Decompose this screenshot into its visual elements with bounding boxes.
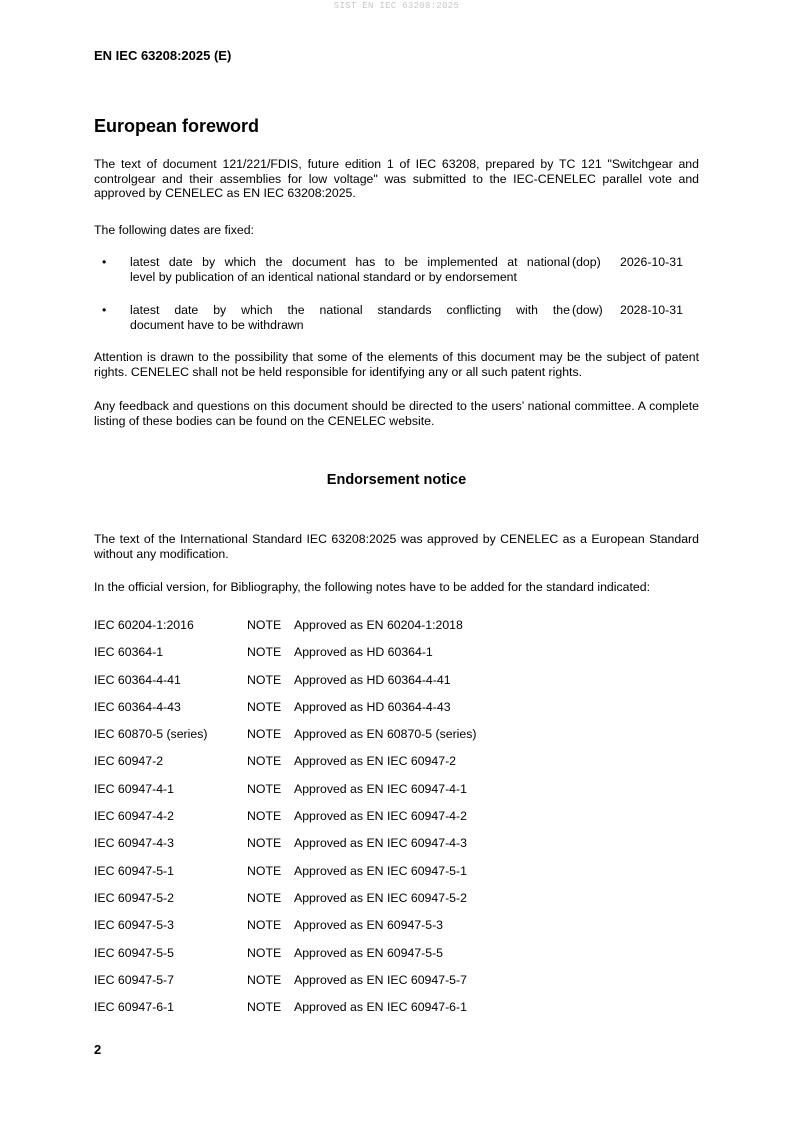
note-label: NOTE bbox=[247, 754, 282, 769]
approval-text: Approved as EN 60870-5 (series) bbox=[294, 727, 477, 742]
note-label: NOTE bbox=[247, 945, 282, 960]
date-item-description bbox=[130, 303, 570, 332]
date-item-line-2: level by publication of an identical national standard or by endorsement bbox=[130, 269, 517, 284]
reference-standard: IEC 60364-4-43 bbox=[94, 699, 181, 714]
approval-text: Approved as EN IEC 60947-5-7 bbox=[294, 972, 467, 987]
table-row bbox=[94, 994, 699, 1021]
table-row bbox=[94, 803, 699, 830]
reference-standard: IEC 60947-5-3 bbox=[94, 918, 174, 933]
approval-text: Approved as EN IEC 60947-4-3 bbox=[294, 836, 467, 851]
table-row bbox=[94, 776, 699, 803]
table-row bbox=[94, 940, 699, 967]
reference-standard: IEC 60947-6-1 bbox=[94, 1000, 174, 1015]
table-row bbox=[94, 912, 699, 939]
foreword-title: European foreword bbox=[94, 116, 260, 136]
approval-text: Approved as EN IEC 60947-4-1 bbox=[294, 781, 467, 796]
table-row bbox=[94, 639, 699, 666]
note-label: NOTE bbox=[247, 1000, 282, 1015]
foreword-intro: The text of document 121/221/FDIS, future edition 1 of IEC 63208, prepared by TC 121 "Switchgear and controlgear and their assemblies for low voltage" was submitted to the IEC-CENELEC parallel vote and approved by CENELEC as EN IEC 63208:2025. bbox=[94, 157, 699, 200]
bullet-marker: • bbox=[102, 303, 107, 317]
reference-standard: IEC 60947-4-1 bbox=[94, 781, 174, 796]
table-row bbox=[94, 967, 699, 994]
note-label: NOTE bbox=[247, 972, 282, 987]
table-row bbox=[94, 694, 699, 721]
dates-lead: The following dates are fixed: bbox=[94, 223, 254, 237]
reference-standard: IEC 60947-4-3 bbox=[94, 836, 174, 851]
patent-notice: Attention is drawn to the possibility that some of the elements of this document may be the subject of patent rights. CENELEC shall not be held responsible for identifying any or all such patent rights. bbox=[94, 350, 699, 379]
page-number: 2 bbox=[94, 1042, 102, 1057]
reference-standard: IEC 60364-1 bbox=[94, 645, 164, 660]
date-item-code: (dop) bbox=[572, 255, 601, 269]
approval-text: Approved as EN 60204-1:2018 bbox=[294, 618, 463, 632]
reference-standard: IEC 60947-5-1 bbox=[94, 863, 174, 878]
note-label: NOTE bbox=[247, 699, 282, 714]
table-row bbox=[94, 858, 699, 885]
approval-text: Approved as EN IEC 60947-2 bbox=[294, 754, 457, 769]
bibliography-notes-table bbox=[94, 612, 699, 1021]
approval-text: Approved as HD 60364-1 bbox=[294, 645, 433, 660]
note-label: NOTE bbox=[247, 890, 282, 905]
table-row bbox=[94, 830, 699, 857]
approval-text: Approved as HD 60364-4-41 bbox=[294, 672, 451, 687]
date-item-date: 2026-10-31 bbox=[620, 255, 683, 269]
date-item-code: (dow) bbox=[572, 303, 603, 317]
approval-text: Approved as EN IEC 60947-6-1 bbox=[294, 1000, 467, 1015]
note-label: NOTE bbox=[247, 836, 282, 851]
reference-standard: IEC 60947-5-2 bbox=[94, 890, 174, 905]
date-item-line-1: latest date by which the document has to be implemented at national bbox=[130, 255, 570, 269]
reference-standard: IEC 60947-4-2 bbox=[94, 809, 174, 824]
reference-standard: IEC 60947-5-5 bbox=[94, 945, 174, 960]
approval-text: Approved as EN IEC 60947-5-2 bbox=[294, 890, 467, 905]
note-label: NOTE bbox=[247, 727, 282, 742]
watermark: SIST EN IEC 63208:2025 bbox=[333, 1, 460, 11]
approval-text: Approved as EN 60947-5-5 bbox=[294, 945, 444, 960]
document-id: EN IEC 63208:2025 (E) bbox=[94, 48, 232, 63]
date-item-line-1: latest date by which the national standards conflicting with the bbox=[130, 303, 570, 317]
reference-standard: IEC 60364-4-41 bbox=[94, 672, 181, 687]
note-label: NOTE bbox=[247, 781, 282, 796]
table-row bbox=[94, 748, 699, 775]
date-item-description bbox=[130, 255, 570, 284]
reference-standard: IEC 60947-5-7 bbox=[94, 972, 174, 987]
note-label: NOTE bbox=[247, 645, 282, 660]
table-row bbox=[94, 612, 699, 639]
table-row bbox=[94, 885, 699, 912]
reference-standard: IEC 60870-5 (series) bbox=[94, 727, 208, 742]
date-item-line-2: document have to be withdrawn bbox=[130, 317, 304, 332]
note-label: NOTE bbox=[247, 618, 282, 632]
official-version-note: In the official version, for Bibliography, the following notes have to be added for the standard indicated: bbox=[94, 580, 650, 594]
endorsement-text: The text of the International Standard IEC 63208:2025 was approved by CENELEC as a European Standard without any modification. bbox=[94, 532, 699, 561]
table-row bbox=[94, 667, 699, 694]
date-item-date: 2028-10-31 bbox=[620, 303, 683, 317]
approval-text: Approved as EN IEC 60947-5-1 bbox=[294, 863, 467, 878]
approval-text: Approved as EN IEC 60947-4-2 bbox=[294, 809, 467, 824]
table-row bbox=[94, 721, 699, 748]
feedback-notice: Any feedback and questions on this document should be directed to the users’ national committee. A complete listing of these bodies can be found on the CENELEC website. bbox=[94, 399, 699, 428]
endorsement-title: Endorsement notice bbox=[326, 472, 467, 488]
note-label: NOTE bbox=[247, 918, 282, 933]
note-label: NOTE bbox=[247, 863, 282, 878]
reference-standard: IEC 60947-2 bbox=[94, 754, 164, 769]
approval-text: Approved as HD 60364-4-43 bbox=[294, 699, 451, 714]
bullet-marker: • bbox=[102, 255, 107, 269]
note-label: NOTE bbox=[247, 672, 282, 687]
note-label: NOTE bbox=[247, 809, 282, 824]
reference-standard: IEC 60204-1:2016 bbox=[94, 618, 194, 632]
approval-text: Approved as EN 60947-5-3 bbox=[294, 918, 444, 933]
